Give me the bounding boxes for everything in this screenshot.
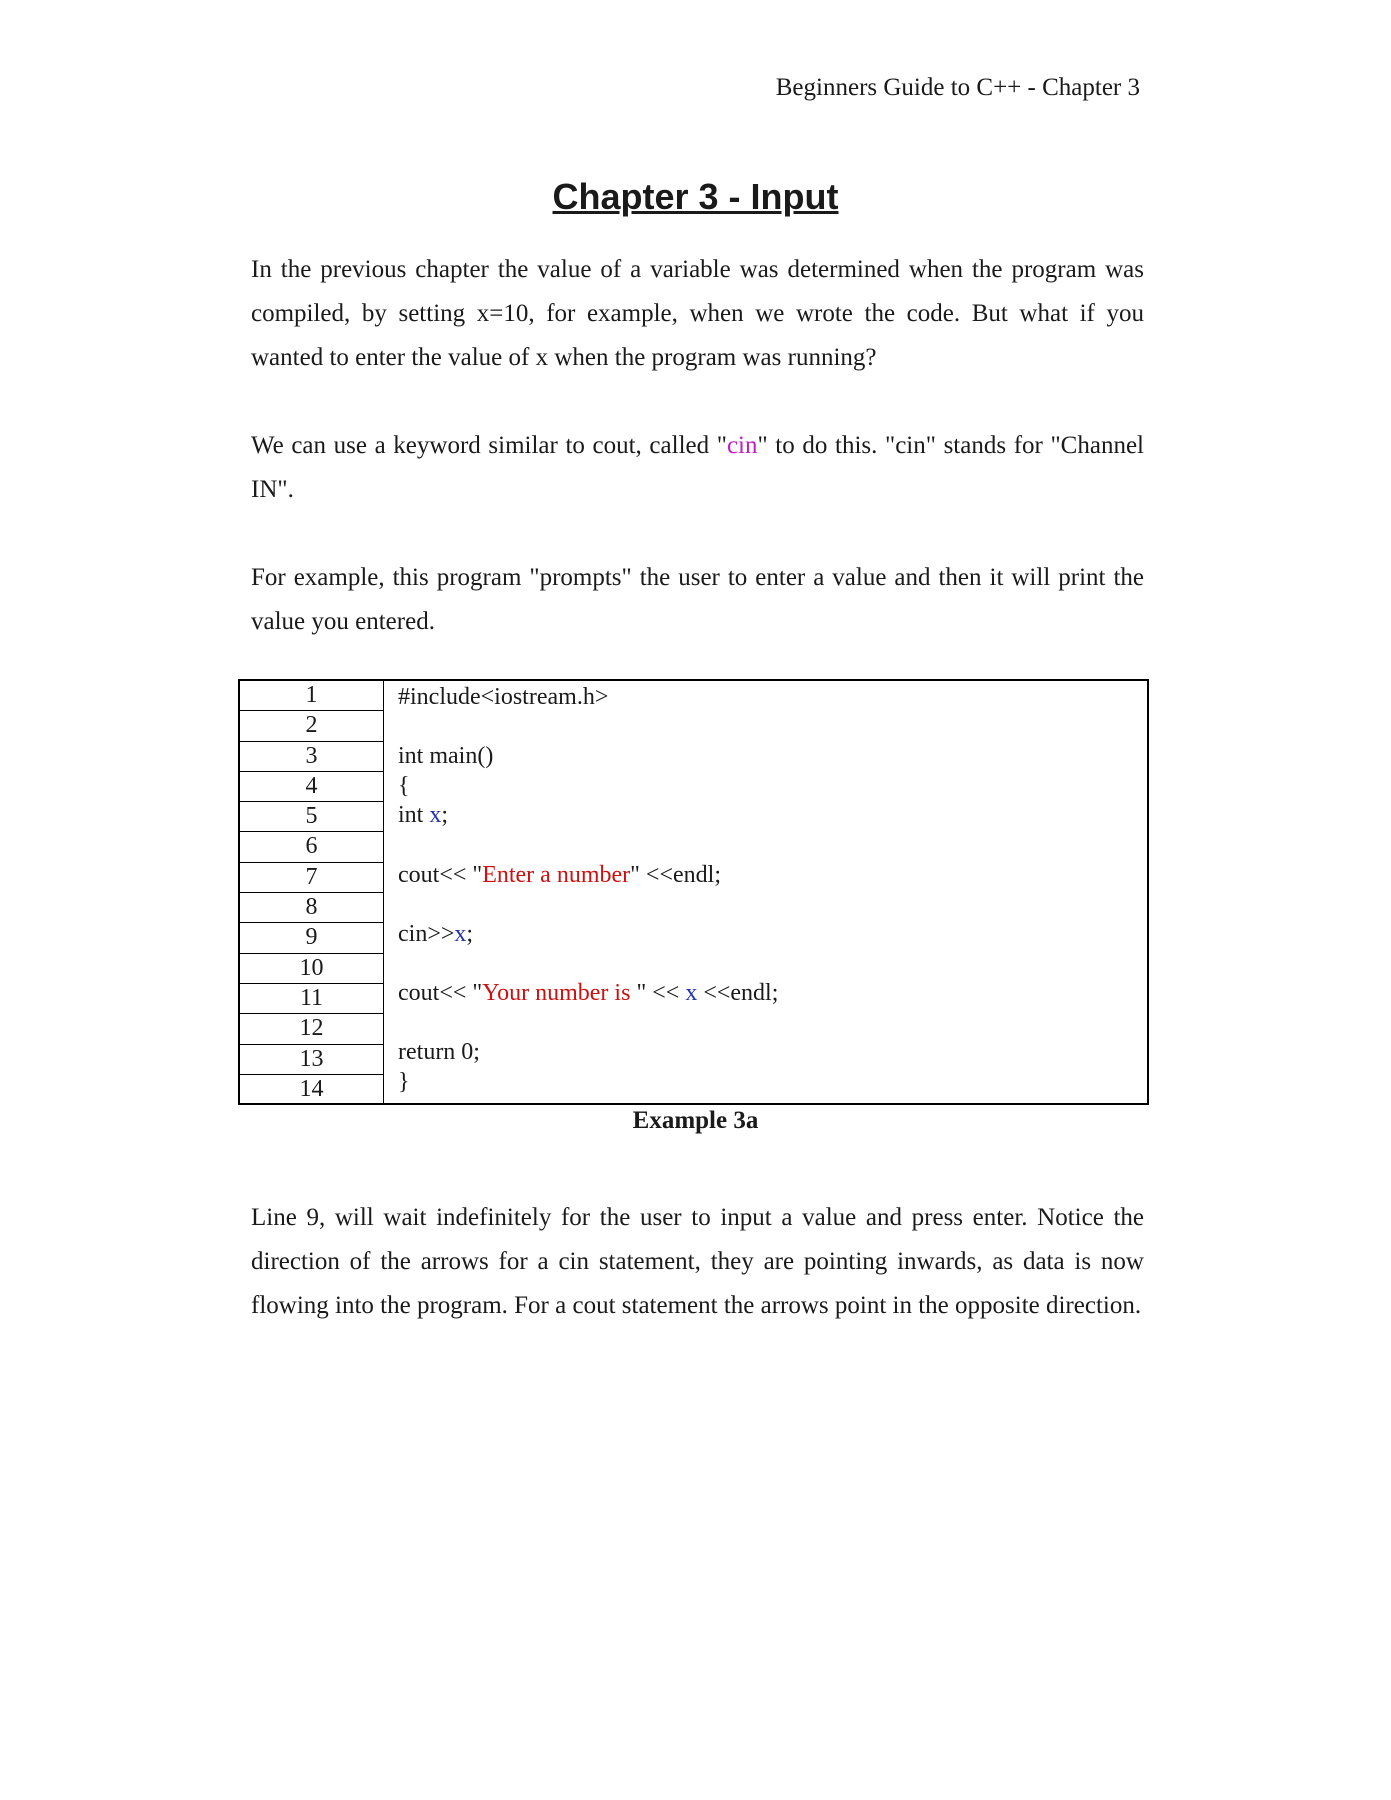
code-string: Enter a number (482, 861, 631, 888)
page-title: Chapter 3 - Input (552, 176, 839, 217)
code-line-4: { (398, 772, 410, 799)
code-line-14: } (398, 1068, 410, 1095)
paragraph-cin (251, 424, 1144, 512)
code-line-11 (398, 977, 778, 1007)
code-text: cin>> (398, 920, 455, 947)
line-number: 10 (240, 954, 383, 984)
code-variable: x (429, 802, 442, 829)
line-number: 3 (240, 742, 383, 772)
line-number: 14 (299, 1075, 324, 1102)
code-text: " << (636, 979, 686, 1006)
paragraph-explanation: Line 9, will wait indefinitely for the user to input a value and press enter. Notice the direction of the arrows for a cin statement, they are pointing inwards, as data is now flowing into the program. For a cout statement the arrows point in the opposite direction. (251, 1204, 1144, 1319)
line-number: 1 (240, 681, 383, 711)
paragraph-cin-text-a: We can use a keyword similar to cout, called " (251, 432, 727, 459)
code-text: ; (466, 920, 474, 947)
code-line-7 (398, 859, 778, 889)
line-number-column (240, 681, 384, 1103)
line-number: 9 (240, 923, 383, 953)
code-line-13: return 0; (398, 1039, 480, 1066)
line-number: 13 (240, 1045, 383, 1075)
running-header: Beginners Guide to C++ - Chapter 3 (775, 74, 1140, 101)
line-number: 5 (240, 802, 383, 832)
code-listing (238, 679, 1149, 1105)
code-line-3: int main() (398, 743, 494, 770)
code-line-10 (398, 947, 778, 977)
line-number: 12 (240, 1014, 383, 1044)
line-number: 6 (240, 832, 383, 862)
paragraph-cin-text-b: " to do this. "cin" stands for "Channel IN". (251, 432, 1144, 503)
cin-keyword: cin (726, 432, 758, 459)
paragraph-intro: In the previous chapter the value of a variable was determined when the program was compiled, by setting x=10, for example, when we wrote the code. But what if you wanted to enter the value of x when the program was running? (251, 256, 1144, 371)
code-string: Your number is (482, 979, 637, 1006)
code-text: cout<< " (398, 861, 483, 888)
code-line-12 (398, 1007, 778, 1037)
line-number: 8 (240, 893, 383, 923)
code-variable: x (454, 920, 467, 947)
line-number: 7 (240, 863, 383, 893)
code-text: <<endl; (697, 979, 779, 1006)
code-line-9 (398, 918, 778, 948)
code-variable: x (685, 979, 698, 1006)
code-line-6 (398, 829, 778, 859)
line-number: 2 (240, 711, 383, 741)
code-text: cout<< " (398, 979, 483, 1006)
code-text: " <<endl; (630, 861, 721, 888)
code-line-8 (398, 888, 778, 918)
line-number: 4 (240, 772, 383, 802)
code-line-2 (398, 711, 778, 741)
code-text: int (398, 802, 430, 829)
code-area (398, 681, 778, 1095)
code-line-1: #include<iostream.h> (398, 684, 609, 710)
code-line-5 (398, 799, 778, 829)
code-text: ; (441, 802, 449, 829)
example-caption: Example 3a (632, 1107, 759, 1134)
paragraph-example: For example, this program "prompts" the user to enter a value and then it will print the value you entered. (251, 564, 1144, 635)
line-number: 11 (240, 984, 383, 1014)
